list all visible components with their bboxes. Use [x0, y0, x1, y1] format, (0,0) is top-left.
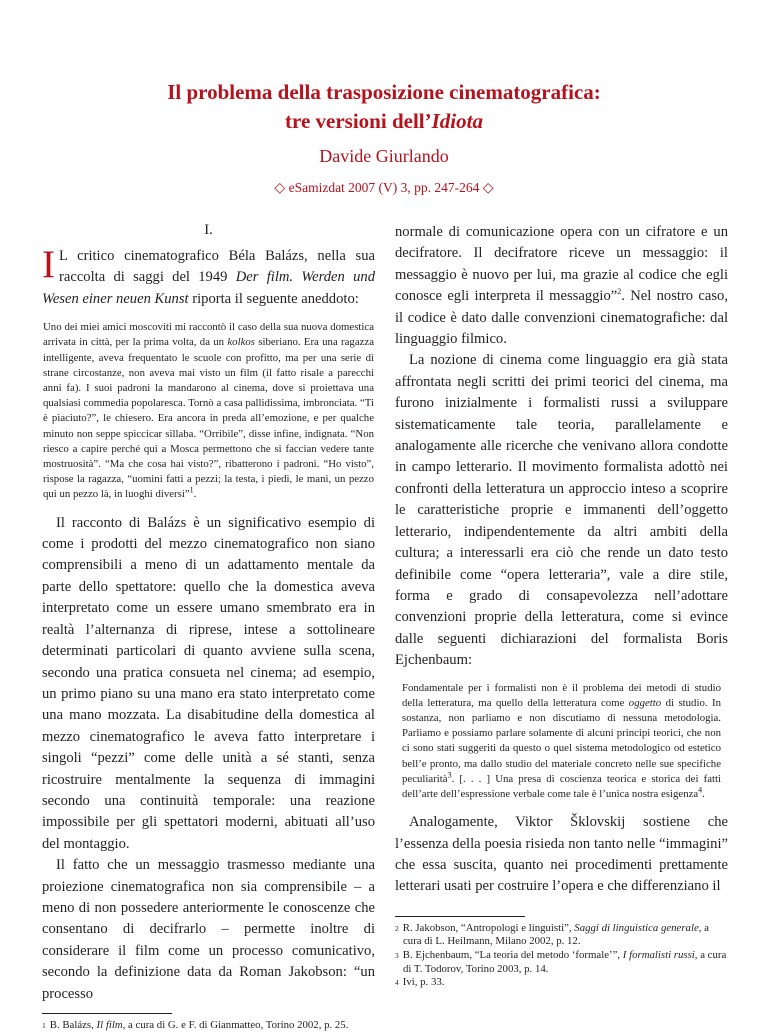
opening-paragraph: [42, 243, 376, 310]
block-quote-balazs: [42, 320, 375, 502]
footnote-text-end: , a cura di L. Heilmann, Milano 2002, p. 12.: [403, 921, 709, 948]
quote-text-cont: siberiano. Era una ragazza intelligente, aveva frequentato le scuole con profitto, ma per una serie di strane circostanze, non aveva mai visto un film (il fatto risale a parecchi anni fa). I suoi padroni la mandarono al cinema, dove si proiettava una qualsiasi commedia popolaresca. Tornò a casa pallidissima, imbronciata. “Ti è piaciuto?”, le chiesero. Era ancora in preda all’emozione, e per qualche minuto non seppe spiccicar sillaba. “Orribile”, disse infine, indignata. “Non riesco a capire perché qui a Mosca permettono che si faccian vedere tante mostruosità”. “Ma che cosa hai visto?”, ribatterono i padroni. “Ho visto”, rispose la ragazza, “uomini fatti a pezzi; la testa, i piedi, le mani, un pezzo qui un pezzo là, in luoghi diversi”: [43, 336, 374, 501]
left-column: [42, 222, 375, 1033]
title-line-1: Il problema della trasposizione cinematografica:: [167, 80, 601, 104]
footnote-3: [395, 949, 728, 976]
quote-end: .: [702, 787, 705, 800]
footnote-2: [395, 922, 728, 949]
title-italic-idiota: Idiota: [431, 109, 483, 133]
body-paragraph-3: Il fatto che un messaggio trasmesso mediante una proiezione cinematografica non sia comprensibile – a meno di non possedere anteriormente le conoscenze che consentano di decifrarlo – permette inoltre di considerare il film come un processo comunicativo, secondo la definizione data da Roman Jakobson: “un processo: [42, 857, 375, 1002]
article-title: [0, 78, 768, 136]
footnote-italic: Saggi di linguistica generale: [574, 921, 699, 934]
footnote-4: [395, 976, 728, 990]
body-paragraph-continued: [395, 222, 728, 350]
footnote-number: 3: [395, 950, 399, 960]
quote-end: .: [193, 488, 197, 501]
quote-text: Fondamentale per i formalisti non è il problema dei metodi di studio della letteratura, ma quello della letteratura come: [402, 681, 721, 709]
footnote-rule: [395, 916, 525, 917]
opening-text-end: riporta il seguente aneddoto:: [188, 290, 359, 307]
footnote-ref-2[interactable]: 2: [617, 287, 622, 297]
quote-text-more: . [. . . ] Una presa di coscienza teorica e storica dei fatti dell’arte dell’espressione verbale come tale è l’unica nostra esigenza: [402, 772, 721, 800]
body-paragraph-formalism: La nozione di cinema come linguaggio era già stata affrontata negli scritti dei primi teorici del cinema, ma furono inizialmente i formalisti russi a sviluppare sistematicamente tale teoria, parallelamente e analogamente alle ricerche che venivano allora condotte in campo letterario. Il movimento formalista adottò nei confronti della letteratura un approccio inteso a scoprire le caratteristiche proprie e immanenti dell’oggetto letterario, indipendentemente da altri ambiti della cultura; a interessarli era ciò che rende un dato testo definibile come “opera letteraria”, vale a dire stile, forma e grado di consapevolezza nell’adottare convenzioni proprie della letteratura, come si evince dalle seguenti dichiarazioni del formalista Boris Ejchenbaum:: [395, 352, 728, 669]
quote-italic: kolkos: [227, 336, 255, 349]
title-line-2-prefix: tre versioni dell’: [285, 109, 432, 133]
diamond-left-icon: ◇: [274, 181, 286, 196]
footnote-number: 4: [395, 978, 399, 988]
footnote-text: B. Balázs,: [49, 1019, 97, 1031]
footnote-text-end: , a cura di G. e F. di Gianmatteo, Torino 2002, p. 25.: [122, 1019, 349, 1031]
right-column: [395, 222, 728, 990]
diamond-right-icon: ◇: [482, 181, 494, 196]
footnote-text: Ivi, p. 33.: [402, 976, 445, 989]
venue-text[interactable]: eSamizdat 2007 (V) 3, pp. 247-264: [288, 180, 480, 195]
quote-italic: oggetto: [628, 696, 662, 709]
footnote-text: B. Ejchenbaum, “La teoria del metodo ‘formale’”,: [402, 948, 623, 961]
continued-text-end: . Nel nostro caso, il codice è dato dalle convenzioni cinematografiche: dal linguaggio filmico.: [395, 288, 728, 348]
section-number: I.: [204, 222, 213, 238]
footnote-italic: I formalisti russi: [622, 948, 695, 961]
opening-text: L critico cinematografico Béla Balázs, nella sua raccolta di saggi del 1949: [59, 248, 375, 286]
footnote-text: R. Jakobson, “Antropologi e linguisti”,: [402, 921, 575, 934]
footnote-number: 1: [42, 1021, 46, 1030]
footnote-rule: [42, 1013, 172, 1014]
footnote-ref-1[interactable]: 1: [189, 485, 194, 495]
dropcap-letter: I: [42, 243, 55, 286]
footnote-italic: Il film: [96, 1019, 123, 1031]
continued-text: normale di comunicazione opera con un cifratore e un decifratore. Il decifratore riceve un messaggio: il messaggio è nuovo per lui, ma grazie al codice che egli conosce egli interpreta il messaggio”: [395, 224, 728, 305]
author-name: Davide Giurlando: [319, 146, 449, 166]
footnote-text-end: , a cura di T. Todorov, Torino 2003, p. 14.: [403, 948, 727, 975]
footnote-number: 2: [395, 923, 399, 933]
title-line-2: [0, 107, 768, 136]
quote-text: Uno dei miei amici moscoviti mi raccontò il caso della sua nuova domestica arrivata in città, per la prima volta, da un: [43, 321, 374, 349]
quote-text-cont: di studio. In sostanza, non parliamo e non discutiamo di nessuna metodologia. Parliamo e possiamo parlare solamente di alcuni principi teorici, che non ci sono stati suggeriti da questo o quel sistema metodologico od estetico bell’e pronto, ma dallo studio del materiale concreto nelle sue specifiche peculiarità: [402, 696, 721, 785]
body-paragraph-sklovskij: Analogamente, Viktor Šklovskij sostiene che l’essenza della poesia risieda non tanto nelle “immagini” che essa suscita, quanto nei procedimenti prettamente letterari usati per costruire l’opera e che differenziano il: [395, 814, 728, 895]
footnote-1: [42, 1019, 375, 1033]
footnote-ref-3[interactable]: 3: [447, 770, 452, 780]
venue-line: [0, 180, 768, 197]
footnote-ref-4[interactable]: 4: [698, 785, 703, 795]
block-quote-ejchenbaum: [401, 681, 722, 803]
body-paragraph-2: Il racconto di Balázs è un significativo esempio di come i prodotti del mezzo cinematografico non siano comprensibili a meno di un adattamento mentale da parte dello spettatore: quello che la domestica aveva interpretato come un essere umano smembrato era in realtà l’alternanza di riprese, intese a sottolineare determinati particolari di quanto avviene sulla scena, secondo una pratica consueta nel cinema; ad esempio, un primo piano su una mano era stato interpretato come una mano mozzata. La disabitudine della domestica al mezzo cinematografico le aveva fatto interpretare i singoli “pezzi” come delle unità a sé stanti, senza ricostruire mentalmente la sequenza di immagini secondo una continuità temporale: una reazione impossibile per gli spettatori moderni, abituati all’uso del montaggio.: [42, 514, 375, 852]
book-title-italic: Der film. Werden und Wesen einer neuen Kunst: [42, 269, 376, 307]
